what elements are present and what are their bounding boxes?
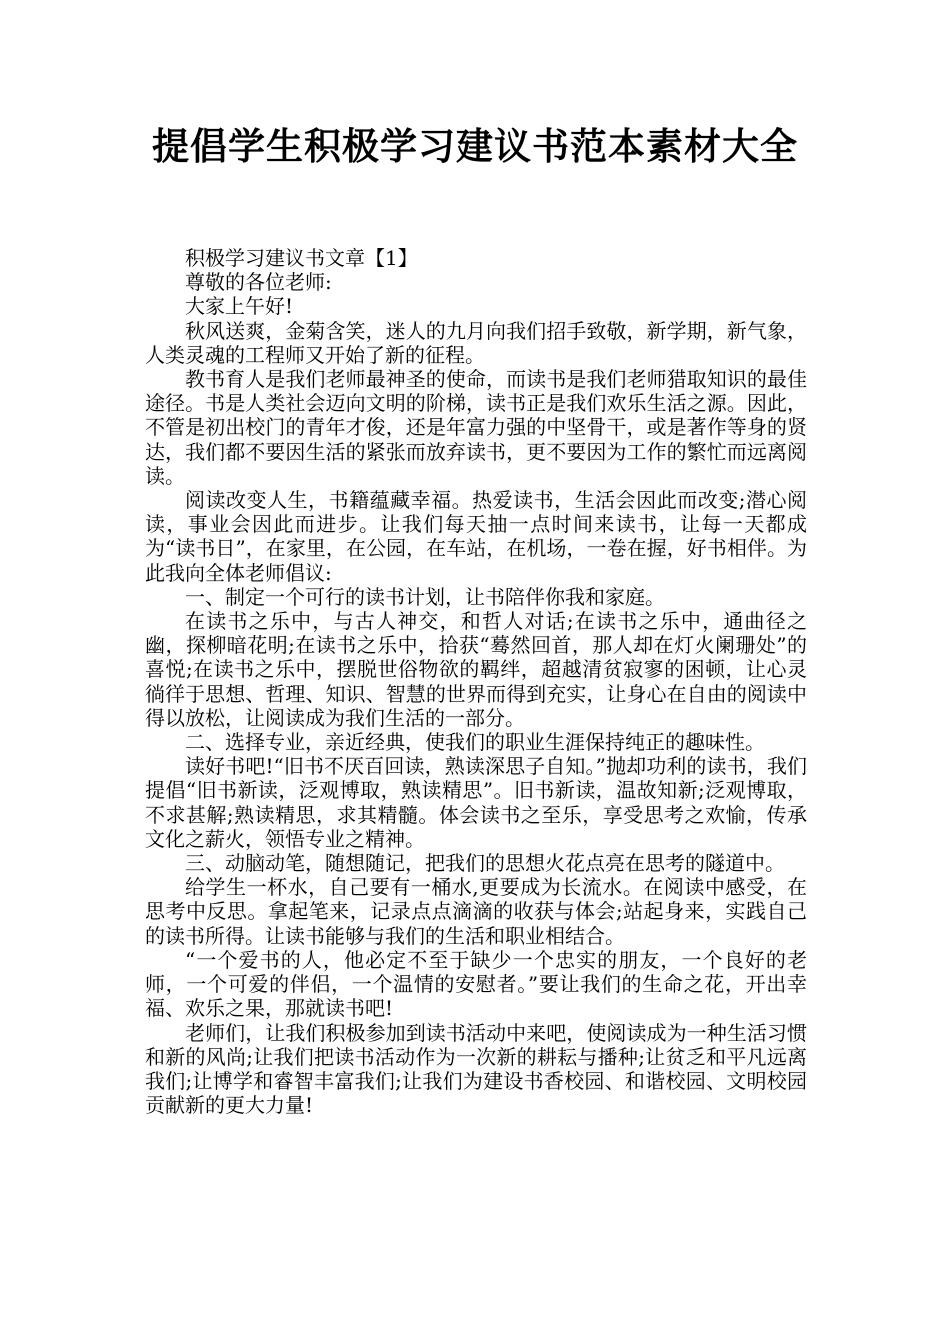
document-title: 提倡学生积极学习建议书范本素材大全 bbox=[152, 125, 798, 168]
paragraph: 教书育人是我们老师最神圣的使命，而读书是我们老师猎取知识的最佳途径。书是人类社会迈向文明的阶梯，读书正是我们欢乐生活之源。因此，不管是初出校门的青年才俊，还是年富力强的中坚骨干，或是著作等身的贤达，我们都不要因生活的紧张而放弃读书，更不要因为工作的繁忙而远离阅读。 bbox=[145, 367, 807, 488]
document-body bbox=[145, 246, 807, 1117]
paragraph: 秋风送爽，金菊含笑，迷人的九月向我们招手致敬，新学期，新气象，人类灵魂的工程师又开始了新的征程。 bbox=[145, 318, 807, 367]
section-heading-1: 一、制定一个可行的读书计划，让书陪伴你我和家庭。 bbox=[185, 584, 665, 609]
paragraph: 在读书之乐中，与古人神交，和哲人对话;在读书之乐中，通曲径之幽，探柳暗花明;在读书之乐中，拾获“蓦然回首，那人却在灯火阑珊处”的喜悦;在读书之乐中，摆脱世俗物欲的羁绊，超越清贫寂寥的困顿，让心灵徜徉于思想、哲理、知识、智慧的世界而得到充实，让身心在自由的阅读中得以放松，让阅读成为我们生活的一部分。 bbox=[145, 609, 807, 730]
paragraph: 阅读改变人生，书籍蕴藏幸福。热爱读书，生活会因此而改变;潜心阅读，事业会因此而进步。让我们每天抽一点时间来读书，让每一天都成为“读书日”，在家里，在公园，在车站，在机场，一卷在握，好书相伴。为此我向全体老师倡议: bbox=[145, 488, 807, 585]
section-heading-2: 二、选择专业，亲近经典，使我们的职业生涯保持纯正的趣味性。 bbox=[185, 730, 765, 755]
section-heading-3: 三、动脑动笔，随想随记，把我们的思想火花点亮在思考的隧道中。 bbox=[185, 851, 785, 876]
article-heading: 积极学习建议书文章【1】 bbox=[185, 246, 418, 270]
salutation: 尊敬的各位老师: bbox=[185, 270, 332, 295]
paragraph: 给学生一杯水，自己要有一桶水,更要成为长流水。在阅读中感受，在思考中反思。拿起笔来，记录点点滴滴的收获与体会;站起身来，实践自己的读书所得。让读书能够与我们的生活和职业相结合。 bbox=[145, 875, 807, 948]
closing-paragraph: 老师们，让我们积极参加到读书活动中来吧，使阅读成为一种生活习惯和新的风尚;让我们把读书活动作为一次新的耕耘与播种;让贫乏和平凡远离我们;让博学和睿智丰富我们;让我们为建设书香校园、和谐校园、文明校园贡献新的更大力量! bbox=[145, 1020, 807, 1118]
paragraph: “一个爱书的人，他必定不至于缺少一个忠实的朋友，一个良好的老师，一个可爱的伴侣，一个温情的安慰者。”要让我们的生命之花，开出幸福、欢乐之果，那就读书吧! bbox=[145, 947, 807, 1021]
greeting: 大家上午好! bbox=[185, 294, 294, 319]
paragraph: 读好书吧!“旧书不厌百回读，熟读深思子自知。”抛却功利的读书，我们提倡“旧书新读，泛观博取，熟读精思”。旧书新读，温故知新;泛观博取，不求甚解;熟读精思，求其精髓。体会读书之至乐，享受思考之欢愉，传承文化之薪火，领悟专业之精神。 bbox=[145, 754, 807, 851]
